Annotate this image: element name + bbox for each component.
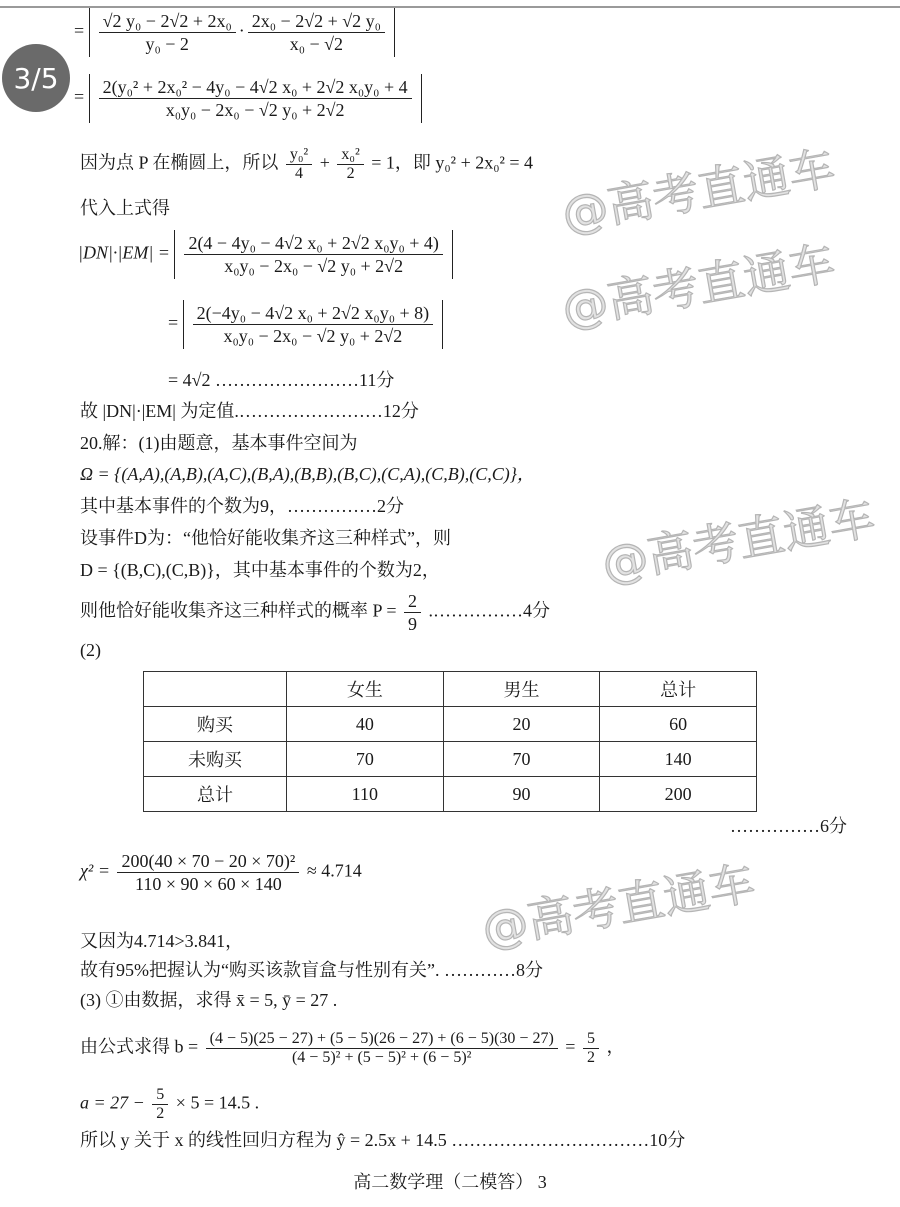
fraction (248, 10, 385, 55)
equals: = (74, 20, 85, 41)
cell: 60 (600, 707, 757, 742)
header-cell: 女生 (287, 672, 444, 707)
cell: 140 (600, 742, 757, 777)
text: 由公式求得 b = (80, 1036, 199, 1057)
probability-line (80, 590, 550, 635)
cell: 90 (443, 777, 600, 812)
watermark: @高考直通车 (597, 490, 880, 592)
numerator: 2x₀ − 2√2 + √2 y₀ (248, 10, 385, 33)
part-2-label: (2) (80, 640, 101, 660)
table-row (144, 707, 757, 742)
equals: = (565, 1036, 576, 1057)
fraction (206, 1030, 558, 1067)
numerator: y₀² (286, 146, 312, 165)
text: a = 27 − (80, 1092, 145, 1113)
fraction (337, 146, 363, 183)
lhs: χ² = (80, 860, 110, 881)
denominator: 2 (586, 1049, 595, 1066)
row-label: 总计 (144, 777, 287, 812)
constant-conclusion: 故 |DN|·|EM| 为定值.……………………12分 (80, 401, 419, 421)
equation-3 (78, 230, 453, 279)
numerator: 200(40 × 70 − 20 × 70)² (117, 850, 299, 873)
text: 则他恰好能收集齐这三种样式的概率 P = (80, 600, 397, 621)
header-cell: 总计 (600, 672, 757, 707)
question-20-heading: 20.解：(1)由题意，基本事件空间为 (80, 433, 358, 453)
denominator: y₀ − 2 (145, 34, 189, 54)
a-equation (80, 1086, 259, 1123)
denominator: 9 (408, 614, 417, 634)
header-cell: 男生 (443, 672, 600, 707)
part-3-line: (3) ①由数据，求得 x̄ = 5, ȳ = 27 . (80, 990, 338, 1010)
abs-expression (174, 230, 452, 279)
denominator: 2 (156, 1105, 165, 1122)
denominator: 110 × 90 × 60 × 140 (134, 874, 282, 894)
row-label: 未购买 (144, 742, 287, 777)
cell: 40 (287, 707, 444, 742)
text: 因为点 P 在椭圆上，所以 (80, 152, 279, 173)
numerator: 2(4 − 4y₀ − 4√2 x₀ + 2√2 x₀y₀ + 4) (184, 232, 442, 255)
row-label: 购买 (144, 707, 287, 742)
ellipse-line (80, 146, 533, 183)
conclusion-line: 故有95%把握认为“购买该款盲盒与性别有关”. …………8分 (80, 960, 543, 980)
event-d-definition: 设事件D为：“他恰好能收集齐这三种样式”，则 (80, 528, 451, 548)
abs-expression (89, 8, 395, 57)
sample-space: Ω = {(A,A),(A,B),(A,C),(B,A),(B,B),(B,C),(C,A),(C,B),(C,C)}， (80, 464, 535, 484)
watermark: @高考直通车 (557, 235, 840, 337)
denominator: x₀y₀ − 2x₀ − √2 y₀ + 2√2 (223, 326, 403, 346)
watermark: @高考直通车 (557, 140, 840, 242)
denominator: 4 (295, 165, 304, 182)
numerator: 5 (583, 1030, 599, 1049)
text: ， (606, 1036, 625, 1057)
fraction (117, 850, 299, 895)
table-header-row (144, 672, 757, 707)
watermark: @高考直通车 (477, 855, 760, 957)
chi-square-equation (80, 850, 362, 895)
page-counter-text: 3/5 (13, 61, 59, 95)
fraction (99, 76, 412, 121)
fraction (583, 1030, 599, 1067)
contingency-table (143, 671, 757, 812)
fraction (286, 146, 312, 183)
header-cell (144, 672, 287, 707)
fraction (152, 1086, 168, 1123)
count-line: 其中基本事件的个数为9，……………2分 (80, 496, 404, 516)
denominator: x₀y₀ − 2x₀ − √2 y₀ + 2√2 (165, 100, 345, 120)
numerator: x₀² (337, 146, 363, 165)
table-row (144, 742, 757, 777)
equation-2 (74, 74, 422, 123)
substitute-line: 代入上式得 (80, 198, 170, 218)
abs-expression (183, 300, 443, 349)
numerator: 2(y₀² + 2x₀² − 4y₀ − 4√2 x₀ + 2√2 x₀y₀ + 4 (99, 76, 412, 99)
event-d-set: D = {(B,C),(C,B)}，其中基本事件的个数为2， (80, 560, 440, 580)
equation-5: = 4√2 ……………………11分 (168, 370, 395, 390)
fraction (184, 232, 442, 277)
numerator: √2 y₀ − 2√2 + 2x₀ (99, 10, 236, 33)
b-equation (80, 1030, 624, 1067)
equation-4 (168, 300, 443, 349)
text: .……………4分 (428, 600, 550, 621)
abs-expression (89, 74, 422, 123)
equals: = (168, 312, 179, 333)
denominator: x₀y₀ − 2x₀ − √2 y₀ + 2√2 (224, 256, 404, 276)
cell: 70 (287, 742, 444, 777)
score-6: ……………6分 (730, 816, 847, 836)
cell: 20 (443, 707, 600, 742)
comparison-line: 又因为4.714>3.841， (80, 931, 244, 951)
cell: 200 (600, 777, 757, 812)
table-row (144, 777, 757, 812)
page-counter-badge (2, 44, 70, 112)
denominator: (4 − 5)² + (5 − 5)² + (6 − 5)² (291, 1049, 472, 1066)
denominator: x₀ − √2 (289, 34, 343, 54)
plus: + (319, 152, 330, 173)
equals: = (74, 86, 85, 107)
text: × 5 = 14.5 . (175, 1092, 260, 1113)
cell: 110 (287, 777, 444, 812)
regression-line: 所以 y 关于 x 的线性回归方程为 ŷ = 2.5x + 14.5 ……………………………10分 (80, 1130, 686, 1150)
equation-1 (74, 8, 395, 57)
rhs: ≈ 4.714 (306, 860, 362, 881)
cell: 70 (443, 742, 600, 777)
numerator: (4 − 5)(25 − 27) + (5 − 5)(26 − 27) + (6 − 5)(30 − 27) (206, 1030, 558, 1049)
numerator: 2(−4y₀ − 4√2 x₀ + 2√2 x₀y₀ + 8) (193, 302, 433, 325)
page-footer: 高二数学理（二模答） 3 (353, 1172, 547, 1192)
fraction (99, 10, 236, 55)
numerator: 2 (404, 590, 421, 613)
fraction (404, 590, 421, 635)
lhs: |DN|·|EM| = (78, 242, 170, 263)
dot: · (238, 20, 245, 41)
denominator: 2 (346, 165, 355, 182)
text: = 1，即 y₀² + 2x₀² = 4 (371, 152, 534, 173)
numerator: 5 (152, 1086, 168, 1105)
fraction (193, 302, 433, 347)
